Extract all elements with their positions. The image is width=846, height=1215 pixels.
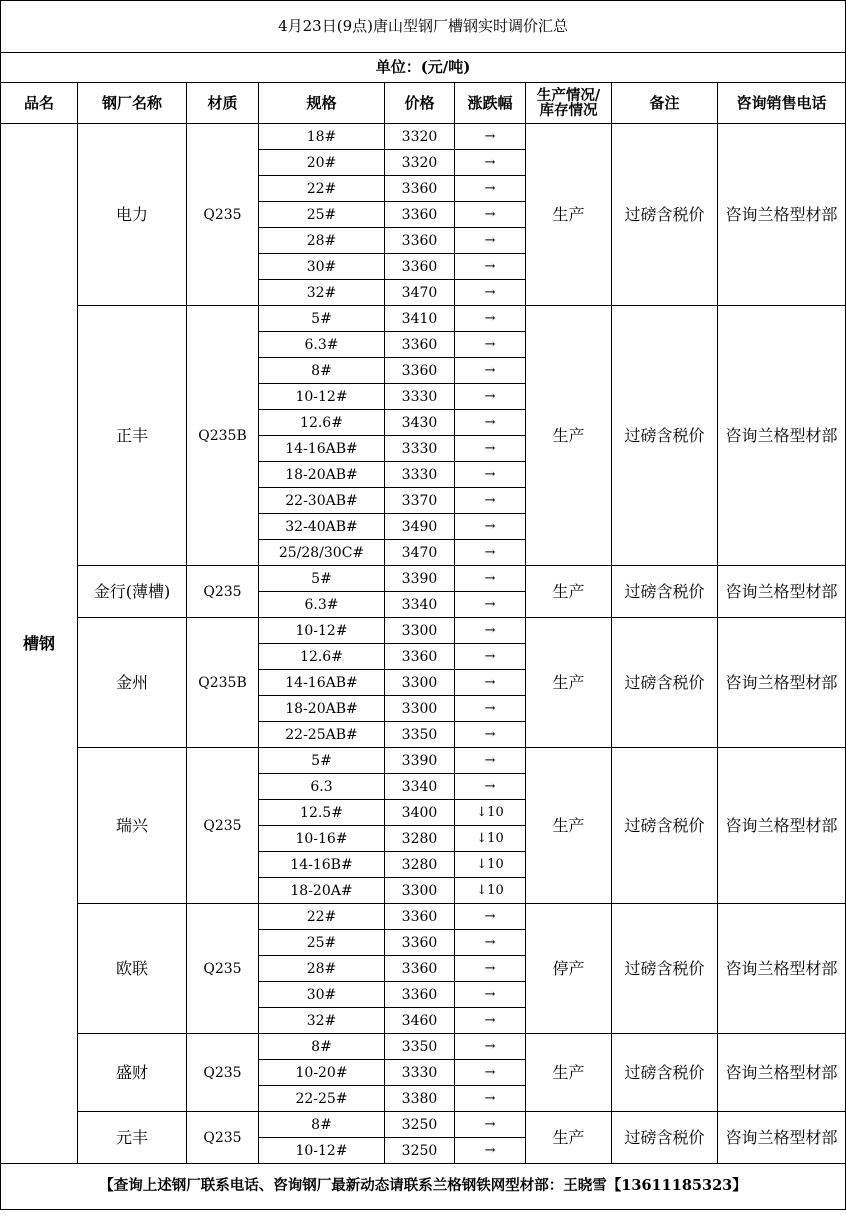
header-mill: 钢厂名称: [78, 83, 187, 124]
mill-note: 过磅含税价: [612, 124, 718, 306]
change-cell: →: [455, 748, 526, 774]
mill-status: 停产: [526, 904, 612, 1034]
spec-cell: 22#: [259, 176, 385, 202]
footer-contact-note: 【查询上述钢厂联系电话、咨询钢厂最新动态请联系兰格钢铁网型材部：王晓雪【13611185323】: [1, 1164, 846, 1210]
mill-note: 过磅含税价: [612, 1034, 718, 1112]
product-name: 槽钢: [1, 124, 78, 1164]
price-cell: 3300: [385, 878, 455, 904]
mill-contact: 咨询兰格型材部: [718, 1034, 846, 1112]
price-cell: 3250: [385, 1138, 455, 1164]
change-cell: →: [455, 384, 526, 410]
spec-cell: 6.3#: [259, 332, 385, 358]
spec-cell: 12.6#: [259, 410, 385, 436]
header-price: 价格: [385, 83, 455, 124]
mill-status: 生产: [526, 124, 612, 306]
price-cell: 3280: [385, 826, 455, 852]
spec-cell: 8#: [259, 358, 385, 384]
spec-cell: 12.5#: [259, 800, 385, 826]
header-change: 涨跌幅: [455, 83, 526, 124]
header-material: 材质: [187, 83, 259, 124]
mill-name: 金州: [78, 618, 187, 748]
change-cell: →: [455, 644, 526, 670]
change-cell: →: [455, 150, 526, 176]
change-cell: ↓10: [455, 878, 526, 904]
mill-contact: 咨询兰格型材部: [718, 124, 846, 306]
spec-cell: 22-25AB#: [259, 722, 385, 748]
price-cell: 3280: [385, 852, 455, 878]
spec-cell: 10-16#: [259, 826, 385, 852]
table-row: [1, 748, 846, 774]
price-cell: 3360: [385, 358, 455, 384]
mill-note: 过磅含税价: [612, 748, 718, 904]
mill-material: Q235: [187, 1112, 259, 1164]
price-cell: 3350: [385, 722, 455, 748]
spec-cell: 10-12#: [259, 618, 385, 644]
mill-name: 电力: [78, 124, 187, 306]
change-cell: →: [455, 462, 526, 488]
change-cell: →: [455, 332, 526, 358]
change-cell: →: [455, 488, 526, 514]
spec-cell: 18-20AB#: [259, 696, 385, 722]
price-cell: 3470: [385, 280, 455, 306]
spec-cell: 12.6#: [259, 644, 385, 670]
table-row: [1, 566, 846, 592]
change-cell: →: [455, 436, 526, 462]
mill-contact: 咨询兰格型材部: [718, 904, 846, 1034]
change-cell: →: [455, 280, 526, 306]
change-cell: →: [455, 228, 526, 254]
change-cell: →: [455, 592, 526, 618]
price-cell: 3400: [385, 800, 455, 826]
spec-cell: 22-25#: [259, 1086, 385, 1112]
change-cell: ↓10: [455, 800, 526, 826]
price-cell: 3360: [385, 176, 455, 202]
spec-cell: 18-20A#: [259, 878, 385, 904]
change-cell: →: [455, 202, 526, 228]
change-cell: →: [455, 1008, 526, 1034]
price-cell: 3430: [385, 410, 455, 436]
price-cell: 3330: [385, 384, 455, 410]
spec-cell: 10-20#: [259, 1060, 385, 1086]
change-cell: →: [455, 670, 526, 696]
spec-cell: 22-30AB#: [259, 488, 385, 514]
price-cell: 3360: [385, 904, 455, 930]
price-cell: 3390: [385, 748, 455, 774]
mill-status: 生产: [526, 1112, 612, 1164]
mill-note: 过磅含税价: [612, 566, 718, 618]
mill-status: 生产: [526, 618, 612, 748]
table-row: [1, 1034, 846, 1060]
spec-cell: 28#: [259, 228, 385, 254]
price-cell: 3460: [385, 1008, 455, 1034]
change-cell: →: [455, 514, 526, 540]
price-cell: 3360: [385, 982, 455, 1008]
change-cell: →: [455, 982, 526, 1008]
spec-cell: 6.3: [259, 774, 385, 800]
price-cell: 3340: [385, 774, 455, 800]
change-cell: →: [455, 410, 526, 436]
change-cell: →: [455, 306, 526, 332]
mill-note: 过磅含税价: [612, 618, 718, 748]
unit-label: 单位：(元/吨): [1, 53, 846, 83]
spec-cell: 18-20AB#: [259, 462, 385, 488]
price-cell: 3360: [385, 332, 455, 358]
mill-name: 元丰: [78, 1112, 187, 1164]
mill-name: 盛财: [78, 1034, 187, 1112]
mill-contact: 咨询兰格型材部: [718, 1112, 846, 1164]
spec-cell: 22#: [259, 904, 385, 930]
change-cell: →: [455, 176, 526, 202]
mill-material: Q235: [187, 1034, 259, 1112]
spec-cell: 30#: [259, 982, 385, 1008]
spec-cell: 25/28/30C#: [259, 540, 385, 566]
change-cell: →: [455, 1138, 526, 1164]
spec-cell: 5#: [259, 748, 385, 774]
change-cell: →: [455, 540, 526, 566]
mill-contact: 咨询兰格型材部: [718, 748, 846, 904]
mill-note: 过磅含税价: [612, 306, 718, 566]
price-cell: 3370: [385, 488, 455, 514]
change-cell: →: [455, 696, 526, 722]
spec-cell: 30#: [259, 254, 385, 280]
mill-status: 生产: [526, 1034, 612, 1112]
price-cell: 3360: [385, 930, 455, 956]
mill-material: Q235: [187, 124, 259, 306]
change-cell: →: [455, 124, 526, 150]
mill-name: 金行(薄槽): [78, 566, 187, 618]
price-cell: 3360: [385, 956, 455, 982]
spec-cell: 32#: [259, 1008, 385, 1034]
spec-cell: 32#: [259, 280, 385, 306]
mill-name: 瑞兴: [78, 748, 187, 904]
price-cell: 3380: [385, 1086, 455, 1112]
spec-cell: 25#: [259, 202, 385, 228]
table-row: [1, 1112, 846, 1138]
mill-contact: 咨询兰格型材部: [718, 618, 846, 748]
spec-cell: 10-12#: [259, 1138, 385, 1164]
price-cell: 3410: [385, 306, 455, 332]
spec-cell: 14-16AB#: [259, 436, 385, 462]
price-cell: 3360: [385, 202, 455, 228]
price-cell: 3330: [385, 462, 455, 488]
mill-note: 过磅含税价: [612, 904, 718, 1034]
price-cell: 3340: [385, 592, 455, 618]
mill-status: 生产: [526, 306, 612, 566]
header-product: 品名: [1, 83, 78, 124]
change-cell: →: [455, 1060, 526, 1086]
table-row: [1, 618, 846, 644]
page-title: 4月23日(9点)唐山型钢厂槽钢实时调价汇总: [1, 1, 846, 53]
header-contact: 咨询销售电话: [718, 83, 846, 124]
spec-cell: 14-16AB#: [259, 670, 385, 696]
change-cell: →: [455, 1034, 526, 1060]
mill-note: 过磅含税价: [612, 1112, 718, 1164]
mill-contact: 咨询兰格型材部: [718, 566, 846, 618]
price-cell: 3300: [385, 696, 455, 722]
change-cell: →: [455, 956, 526, 982]
mill-material: Q235: [187, 566, 259, 618]
price-cell: 3300: [385, 670, 455, 696]
price-cell: 3490: [385, 514, 455, 540]
header-status: 生产情况/ 库存情况: [526, 83, 612, 124]
mill-material: Q235: [187, 748, 259, 904]
spec-cell: 20#: [259, 150, 385, 176]
spec-cell: 14-16B#: [259, 852, 385, 878]
change-cell: →: [455, 774, 526, 800]
mill-status: 生产: [526, 566, 612, 618]
change-cell: ↓10: [455, 852, 526, 878]
price-cell: 3320: [385, 124, 455, 150]
change-cell: →: [455, 358, 526, 384]
spec-cell: 6.3#: [259, 592, 385, 618]
change-cell: →: [455, 904, 526, 930]
spec-cell: 8#: [259, 1034, 385, 1060]
price-cell: 3390: [385, 566, 455, 592]
price-cell: 3250: [385, 1112, 455, 1138]
mill-material: Q235B: [187, 306, 259, 566]
header-note: 备注: [612, 83, 718, 124]
spec-cell: 8#: [259, 1112, 385, 1138]
change-cell: →: [455, 930, 526, 956]
spec-cell: 28#: [259, 956, 385, 982]
mill-contact: 咨询兰格型材部: [718, 306, 846, 566]
price-cell: 3360: [385, 228, 455, 254]
header-spec: 规格: [259, 83, 385, 124]
mill-material: Q235: [187, 904, 259, 1034]
price-cell: 3300: [385, 618, 455, 644]
change-cell: →: [455, 1112, 526, 1138]
change-cell: →: [455, 618, 526, 644]
spec-cell: 32-40AB#: [259, 514, 385, 540]
table-row: [1, 124, 846, 150]
mill-name: 正丰: [78, 306, 187, 566]
table-row: [1, 306, 846, 332]
change-cell: →: [455, 566, 526, 592]
mill-status: 生产: [526, 748, 612, 904]
price-cell: 3470: [385, 540, 455, 566]
change-cell: →: [455, 722, 526, 748]
header-row: [1, 83, 846, 124]
change-cell: ↓10: [455, 826, 526, 852]
spec-cell: 18#: [259, 124, 385, 150]
spec-cell: 10-12#: [259, 384, 385, 410]
mill-name: 欧联: [78, 904, 187, 1034]
table-row: [1, 904, 846, 930]
spec-cell: 5#: [259, 566, 385, 592]
mill-material: Q235B: [187, 618, 259, 748]
price-cell: 3330: [385, 1060, 455, 1086]
spec-cell: 5#: [259, 306, 385, 332]
price-cell: 3360: [385, 254, 455, 280]
price-cell: 3320: [385, 150, 455, 176]
price-cell: 3360: [385, 644, 455, 670]
change-cell: →: [455, 1086, 526, 1112]
price-cell: 3330: [385, 436, 455, 462]
change-cell: →: [455, 254, 526, 280]
price-cell: 3350: [385, 1034, 455, 1060]
spec-cell: 25#: [259, 930, 385, 956]
